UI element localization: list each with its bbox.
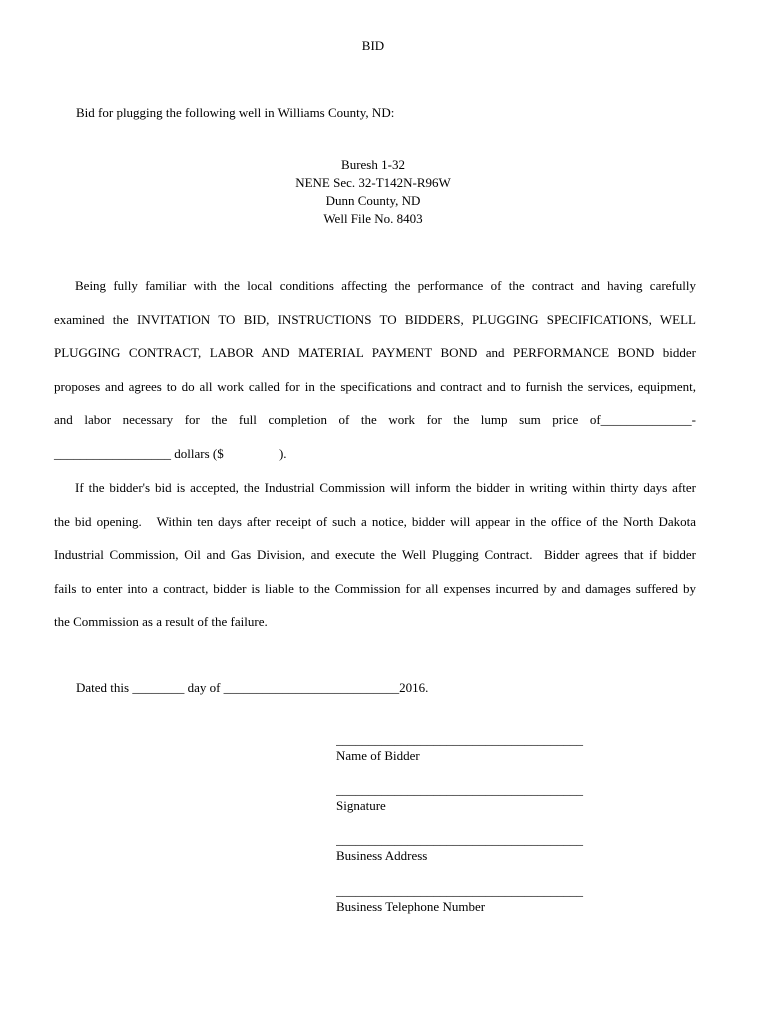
intro-line: Bid for plugging the following well in Williams County, ND: <box>76 105 395 120</box>
signature-rule: ______________________________________ <box>336 732 583 747</box>
well-name: Buresh 1-32 <box>341 157 405 172</box>
business-telephone-field <box>336 883 606 915</box>
business-address-field <box>336 832 606 864</box>
lump-sum-price-line: and labor necessary for the full completion of the work for the lump sum price of______________- <box>54 412 696 427</box>
paragraph-line: proposes and agrees to do all work called for in the specifications and contract and to furnish the services, equipment, <box>54 379 696 394</box>
signature-label: Signature <box>336 798 386 813</box>
name-of-bidder-label: Name of Bidder <box>336 748 420 763</box>
paragraph-line: If the bidder's bid is accepted, the Industrial Commission will inform the bidder in writing within thirty days after <box>75 480 696 495</box>
paragraph-line: Industrial Commission, Oil and Gas Division, and execute the Well Plugging Contract. Bidder agrees that if bidder <box>54 547 696 562</box>
well-info-block <box>0 156 746 228</box>
paragraph-line: examined the INVITATION TO BID, INSTRUCTIONS TO BIDDERS, PLUGGING SPECIFICATIONS, WELL <box>54 312 696 327</box>
paragraph-line: Being fully familiar with the local conditions affecting the performance of the contract and having carefully <box>75 278 696 293</box>
signature-rule: ______________________________________ <box>336 782 583 797</box>
dated-line: Dated this ________ day of ___________________________2016. <box>76 680 429 695</box>
signature-rule: ______________________________________ <box>336 832 583 847</box>
paragraph-line: the Commission as a result of the failure. <box>54 614 268 629</box>
business-telephone-label: Business Telephone Number <box>336 899 486 914</box>
paragraph-line: the bid opening. Within ten days after receipt of such a notice, bidder will appear in the office of the North Dakota <box>54 514 696 529</box>
document-title: BID <box>361 38 385 53</box>
well-county: Dunn County, ND <box>325 193 421 208</box>
well-file-number: Well File No. 8403 <box>323 211 423 226</box>
dollars-amount-line: __________________ dollars ($ ). <box>54 446 287 461</box>
well-location: NENE Sec. 32-T142N-R96W <box>295 175 451 190</box>
name-of-bidder-field <box>336 732 606 764</box>
business-address-label: Business Address <box>336 848 428 863</box>
signature-field <box>336 782 606 814</box>
signature-rule: ______________________________________ <box>336 883 583 898</box>
paragraph-line: PLUGGING CONTRACT, LABOR AND MATERIAL PAYMENT BOND and PERFORMANCE BOND bidder <box>54 345 696 360</box>
paragraph-line: fails to enter into a contract, bidder is liable to the Commission for all expenses incurred by and damages suffered by <box>54 581 696 596</box>
